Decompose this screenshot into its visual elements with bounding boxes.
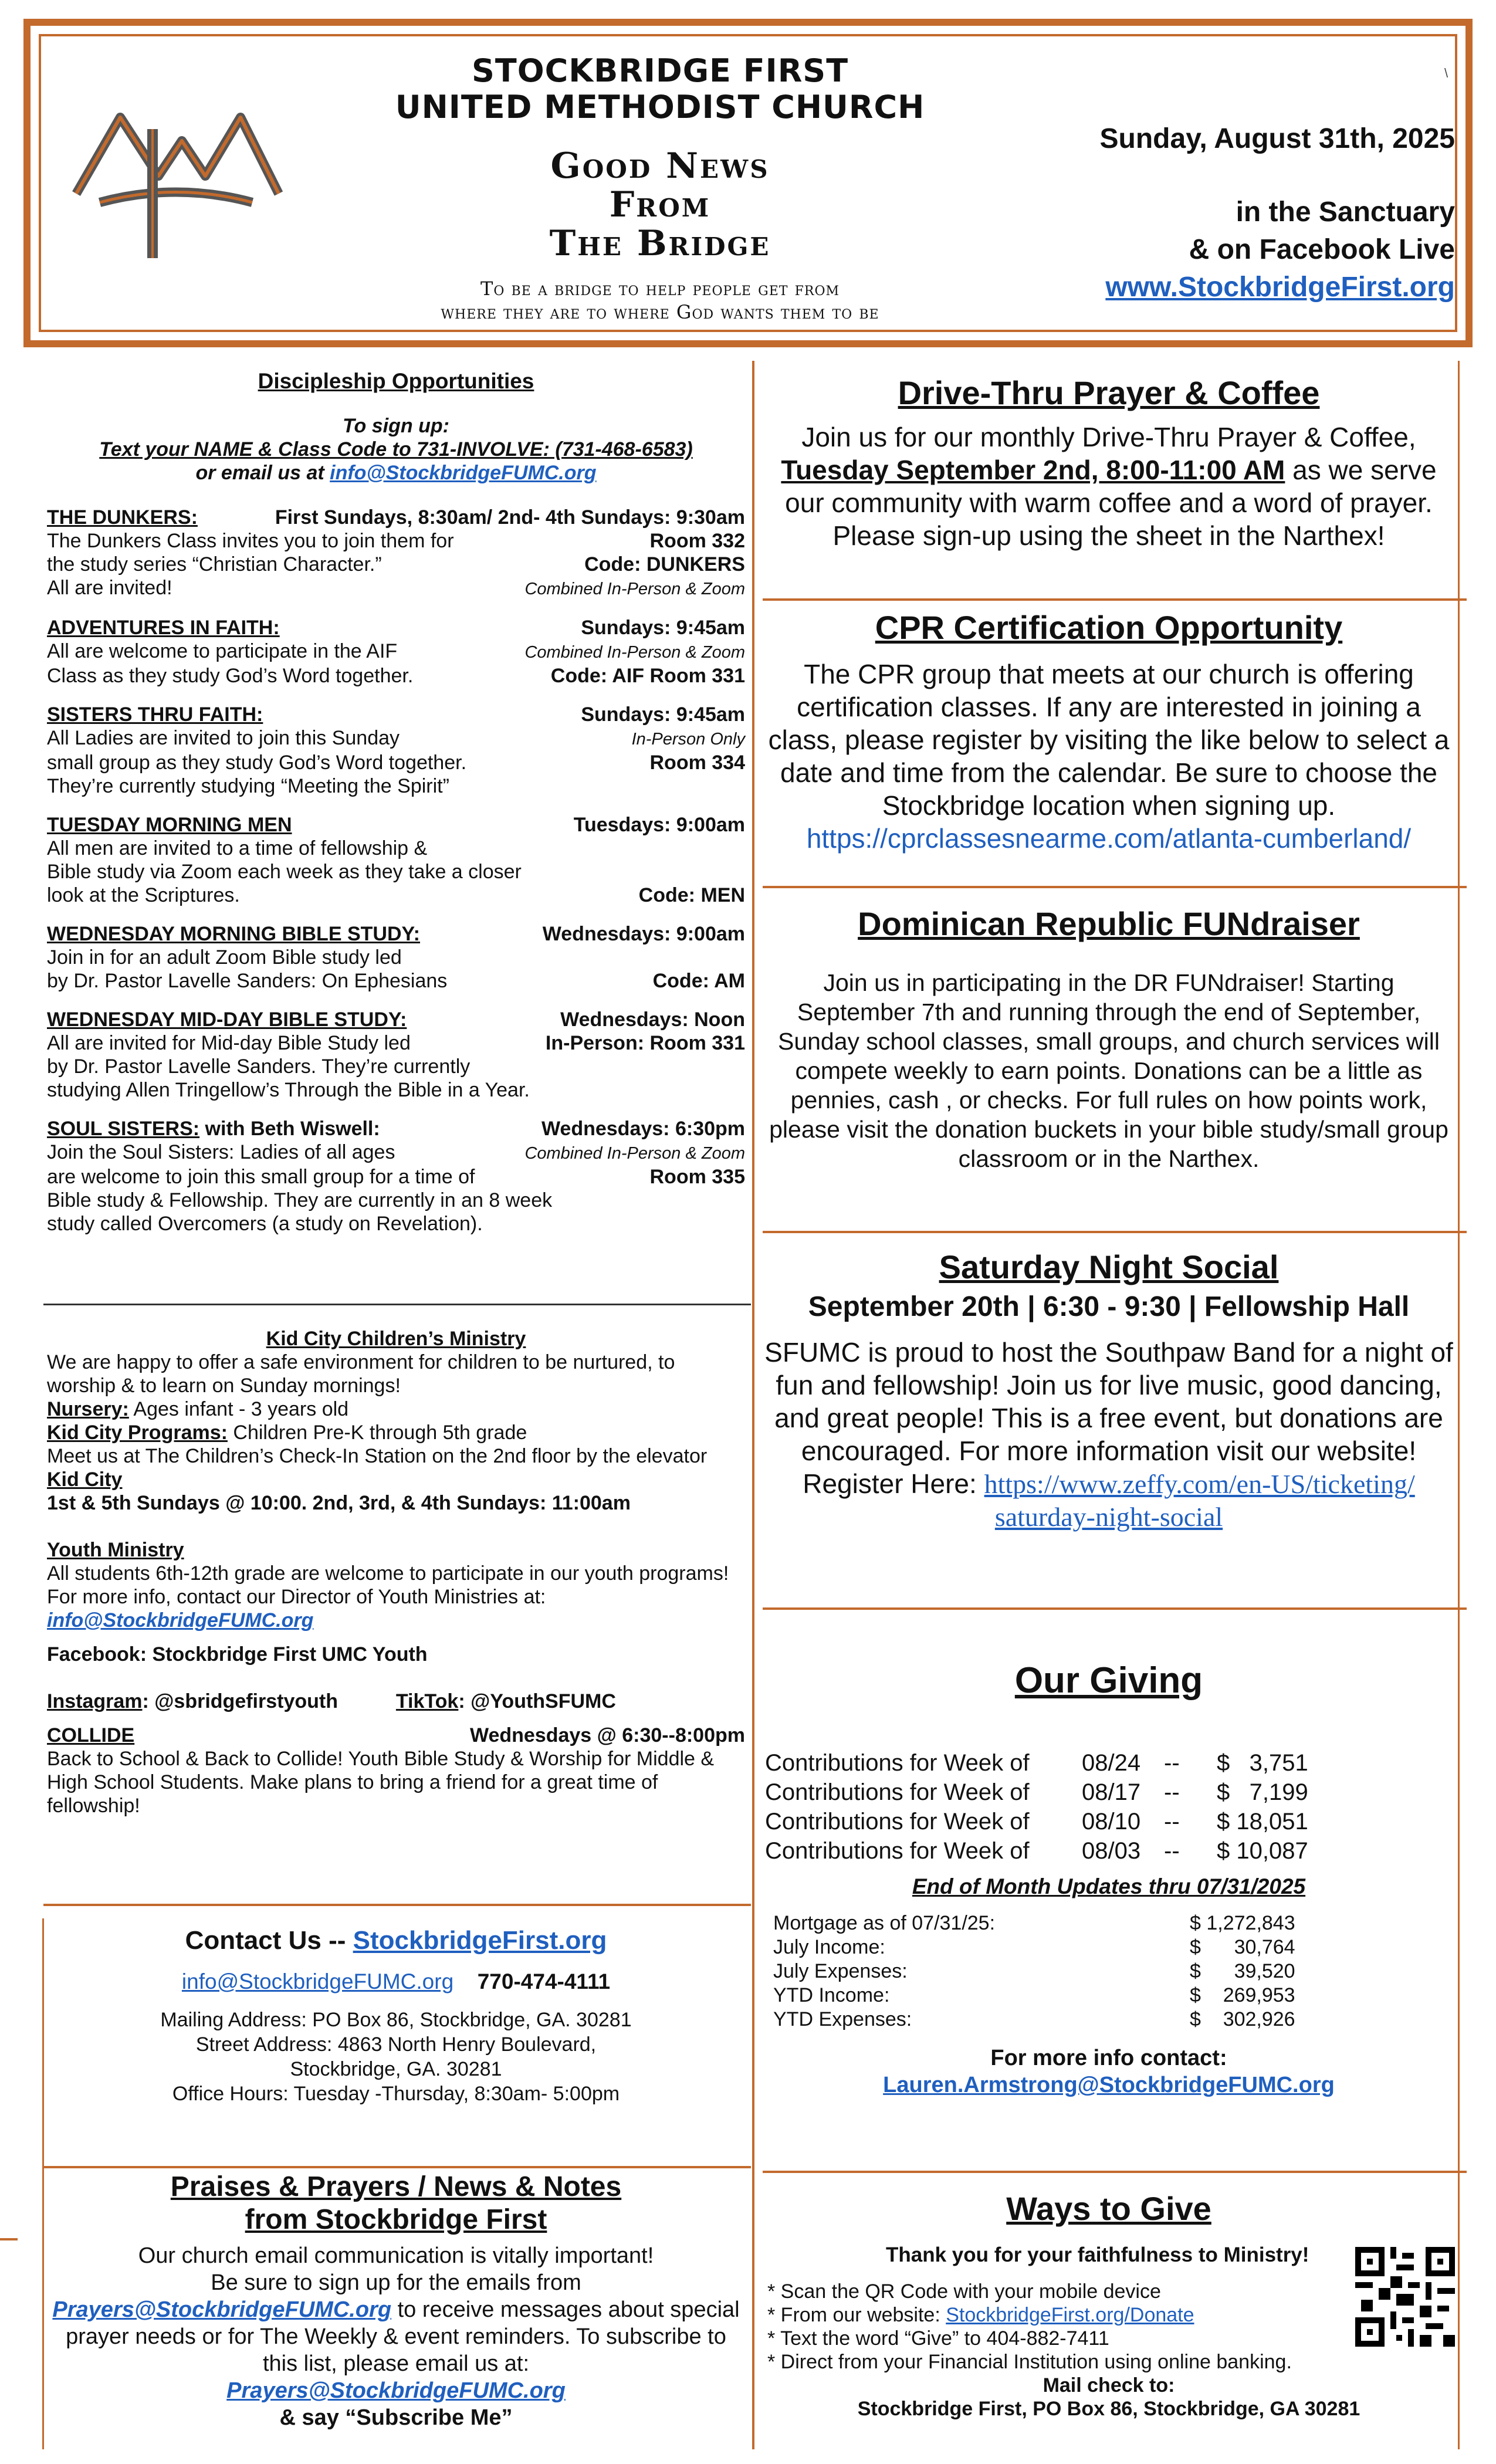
class-list [47,506,745,1236]
class-time: Sundays: 9:45am [581,617,745,639]
giving-week-row [763,1748,1455,1778]
ways-item-website-label: * From our website: [767,2304,940,2326]
class-line-text: All are invited for Mid-day Bible Study led [47,1032,411,1054]
qr-code-icon[interactable] [1355,2247,1455,2347]
signup-label: To sign up: [343,415,449,437]
youth-email-link[interactable]: info@StockbridgeFUMC.org [47,1609,314,1632]
class-header [47,616,745,639]
donate-link[interactable]: StockbridgeFirst.org/Donate [946,2304,1194,2326]
class-line [47,553,745,576]
ways-item-website [767,2303,1455,2327]
youth-line1: All students 6th-12th grade are welcome to participate in our youth programs! [47,1562,729,1585]
instagram-label: Instagram [47,1690,143,1712]
newsletter-title-line3: The Bridge [549,223,771,264]
office-hours: Office Hours: Tuesday -Thursday, 8:30am- 5:00pm [172,2083,620,2105]
meet-text: Meet us at The Children’s Check-In Station on the 2nd floor by the elevator [47,1445,708,1467]
class-line [47,576,745,601]
drive-thru-title: Drive-Thru Prayer & Coffee [898,374,1320,411]
giving-week-date: 08/03 [1082,1838,1141,1864]
class-header [47,506,745,529]
cpr-section [763,607,1455,855]
contact-title-prefix: Contact Us -- [185,1926,346,1955]
class-name [47,922,420,946]
praises-section [47,2171,745,2431]
class-line-detail: In-Person: Room 331 [545,1032,745,1054]
class-block [47,922,745,993]
ways-item-qr: * Scan the QR Code with your mobile device [767,2280,1161,2303]
cpr-link[interactable]: https://cprclassesnearme.com/atlanta-cumberland/ [806,823,1412,854]
class-line [47,726,745,751]
left-edge-line [42,1918,44,2449]
giving-week-amount: $ 10,087 [1217,1838,1308,1864]
class-line [47,639,745,664]
giving-week-label: Contributions for Week of [765,1838,1030,1864]
discipleship-title: Discipleship Opportunities [258,369,534,393]
class-line-detail: Code: AM [652,970,745,992]
ways-thanks: Thank you for your faithfulness to Ministry! [886,2243,1309,2266]
header-corner-mark: \ [1444,66,1448,80]
class-header [47,1117,745,1140]
class-line-detail: Code: AIF Room 331 [550,665,745,687]
social-section [763,1247,1455,1534]
youth-facebook: Facebook: Stockbridge First UMC Youth [47,1643,428,1666]
social-text: SFUMC is proud to host the Southpaw Band for a night of fun and fellowship! Join us for live music, good dancing, and great people! This is a free event, but donations are encouraged. For more information visit our website! [764,1337,1453,1466]
class-line-detail: Combined In-Person & Zoom [524,1144,745,1163]
class-line-text: Join in for an adult Zoom Bible study led [47,946,402,969]
contact-section [47,1924,745,2106]
giving-contact-email[interactable]: Lauren.Armstrong@StockbridgeFUMC.org [883,2073,1335,2097]
mail-check-label: Mail check to: [1043,2374,1175,2397]
class-line-detail: Combined In-Person & Zoom [524,580,745,598]
collide-text: Back to School & Back to Collide! Youth Bible Study & Worship for Middle & High School Students. Make plans to bring a friend for a great time of fellowship! [47,1748,715,1817]
social-register-label: Register Here: [803,1468,977,1499]
praises-body [47,2296,745,2377]
class-name [47,813,292,837]
cpr-title: CPR Certification Opportunity [875,609,1343,646]
class-name-text: SISTERS THRU FAITH: [47,703,263,726]
church-name-line2: UNITED METHODIST CHURCH [395,89,925,126]
month-update-label: YTD Income: [773,1984,890,2006]
youth-social-line [47,1690,745,1713]
class-name-text: SOUL SISTERS: [47,1118,200,1140]
class-line-detail: Room 335 [649,1166,745,1188]
class-line-text: are welcome to join this small group for a time of [47,1166,475,1188]
class-line [47,946,745,969]
class-name [47,703,263,726]
class-line [47,1189,745,1212]
contact-email-phone [47,1968,745,1996]
class-line-text: look at the Scriptures. [47,884,240,906]
kid-city-label: Kid City [47,1468,123,1491]
class-line-text: studying Allen Tringellow’s Through the Bible in a Year. [47,1079,530,1101]
kid-city-times: 1st & 5th Sundays @ 10:00. 2nd, 3rd, & 4th Sundays: 11:00am [47,1492,631,1514]
contact-email-link[interactable]: info@StockbridgeFUMC.org [181,1969,454,1993]
location-line1: in the Sanctuary [1236,197,1455,228]
kid-city-intro: We are happy to offer a safe environment for children to be nurtured, to worship & to learn on Sunday mornings! [47,1351,675,1397]
mission-line2: where they are to where God wants them to be [441,301,879,323]
giving-week-label: Contributions for Week of [765,1750,1030,1776]
class-block [47,703,745,798]
giving-week-sep: -- [1164,1809,1180,1835]
month-update-label: July Expenses: [773,1960,908,1982]
class-time: Wednesdays: Noon [560,1008,745,1031]
class-time: Tuesdays: 9:00am [573,814,745,836]
class-line-text: All are invited! [47,577,172,599]
divider-before-ways [763,2171,1467,2173]
class-line [47,529,745,553]
newsletter-title-line1: Good News [550,145,770,187]
month-update-row [763,1959,1455,1984]
class-header [47,703,745,726]
instagram-handle: : @sbridgefirstyouth [142,1690,338,1712]
class-time: Wednesdays: 6:30pm [541,1118,745,1140]
class-block [47,616,745,688]
class-block [47,1008,745,1102]
class-line [47,860,745,884]
ways-to-give-section [763,2188,1455,2421]
class-name [47,506,198,529]
mailing-address: Mailing Address: PO Box 86, Stockbridge, GA. 30281 [160,2009,632,2031]
contact-phone: 770-474-4111 [477,1969,611,1993]
contact-website-link[interactable]: StockbridgeFirst.org [353,1926,607,1955]
giving-week-label: Contributions for Week of [765,1779,1030,1805]
class-line-text: Bible study & Fellowship. They are currently in an 8 week [47,1189,553,1211]
giving-week-row [763,1836,1455,1866]
class-name-suffix: with Beth Wiswell: [205,1118,380,1140]
divider-before-contact [43,1904,751,1906]
month-update-row [763,2008,1455,2032]
class-line-detail: Code: DUNKERS [584,553,745,576]
class-line-text: The Dunkers Class invites you to join them for [47,530,454,552]
divider-after-dr [763,1231,1467,1233]
class-line-text: All Ladies are invited to join this Sunday [47,727,400,749]
mail-check-address: Stockbridge First, PO Box 86, Stockbridge, GA 30281 [857,2398,1360,2420]
praises-title-line1: Praises & Prayers / News & Notes [170,2171,622,2202]
class-line [47,969,745,993]
dr-fundraiser-title: Dominican Republic FUNdraiser [858,905,1360,942]
class-line [47,837,745,860]
praises-line3: to receive messages about special prayer needs or for The Weekly & event reminders. To subscribe to this list, please email us at: [66,2297,740,2376]
left-margin-tick [0,2238,18,2240]
nursery-label: Nursery: [47,1398,129,1420]
praises-line4: & say “Subscribe Me” [279,2405,513,2430]
class-line [47,1055,745,1078]
class-header [47,813,745,837]
drive-thru-body [763,421,1455,552]
street-address-line2: Stockbridge, GA. 30281 [290,2058,502,2080]
cpr-text: The CPR group that meets at our church is offering certification classes. If any are interested in joining a class, please register by visiting the like below to select a date and time from the calendar. Be sure to choose the Stockbridge location when signing up. [768,659,1450,821]
prayers-email-link[interactable]: Prayers@StockbridgeFUMC.org [52,2297,392,2322]
giving-section [763,1660,1455,2099]
class-time: Wednesdays: 9:00am [542,923,745,945]
month-update-label: YTD Expenses: [773,2008,912,2030]
ways-item-text: * Text the word “Give” to 404-882-7411 [767,2327,1109,2350]
location-line2: & on Facebook Live [1189,234,1455,265]
programs-text: Children Pre-K through 5th grade [233,1421,527,1444]
class-line-text: by Dr. Pastor Lavelle Sanders. They’re currently [47,1055,471,1078]
class-line [47,1031,745,1055]
class-line-text: study called Overcomers (a study on Revelation). [47,1213,483,1235]
collide-header [47,1724,745,1747]
social-register-line [763,1467,1455,1501]
giving-week-amount: $ 18,051 [1217,1809,1308,1835]
class-header [47,922,745,946]
month-update-label: July Income: [773,1936,885,1958]
class-line [47,774,745,798]
class-line-detail: Combined In-Person & Zoom [524,643,745,662]
month-update-title: End of Month Updates thru 07/31/2025 [912,1874,1306,1898]
giving-week-amount: $ 3,751 [1217,1750,1308,1776]
giving-week-amount: $ 7,199 [1217,1779,1308,1805]
class-line-text: Join the Soul Sisters: Ladies of all ages [47,1141,395,1163]
class-name-text: ADVENTURES IN FAITH: [47,617,280,639]
class-name [47,1117,380,1140]
social-register-link-cont[interactable]: saturday-night-social [994,1502,1223,1532]
month-update-row [763,1984,1455,2008]
programs-line [47,1421,745,1444]
collide-time: Wednesdays @ 6:30--8:00pm [469,1724,745,1747]
class-header [47,1008,745,1031]
class-line-text: They’re currently studying “Meeting the Spirit” [47,775,449,797]
newsletter-title-line2: From [609,184,711,225]
dr-fundraiser-section [763,903,1455,1173]
month-update-amount: $ 302,926 [1190,2008,1295,2030]
giving-title: Our Giving [1014,1660,1203,1701]
month-update-label: Mortgage as of 07/31/25: [773,1912,996,1934]
giving-week-date: 08/10 [1082,1809,1141,1835]
month-update-amount: $ 30,764 [1190,1936,1295,1958]
giving-week-sep: -- [1164,1750,1180,1776]
street-address-line1: Street Address: 4863 North Henry Boulevard, [195,2033,597,2056]
giving-week-sep: -- [1164,1779,1180,1805]
giving-contact-label: For more info contact: [990,2046,1227,2070]
praises-line1: Our church email communication is vitally important! [138,2243,654,2268]
class-line [47,884,745,907]
class-line-detail: Room 334 [649,752,745,774]
class-name [47,616,280,639]
collide-label: COLLIDE [47,1724,135,1747]
programs-label: Kid City Programs: [47,1421,228,1444]
praises-line2: Be sure to sign up for the emails from [211,2270,581,2295]
class-line [47,1140,745,1165]
drive-thru-section [763,373,1455,552]
ways-item-bank: * Direct from your Financial Institution using online banking. [767,2351,1292,2373]
giving-week-date: 08/24 [1082,1750,1141,1776]
website-link[interactable]: www.StockbridgeFirst.org [1105,272,1455,303]
class-block [47,506,745,601]
nursery-line [47,1397,745,1421]
class-line-detail: Room 332 [649,530,745,552]
class-block [47,1117,745,1236]
social-subtitle: September 20th | 6:30 - 9:30 | Fellowship Hall [808,1291,1410,1322]
divider-after-social [763,1607,1467,1610]
class-line [47,664,745,688]
class-line-detail: Code: MEN [638,884,745,906]
contact-title [47,1924,745,1957]
youth-title: Youth Ministry [47,1539,184,1561]
divider-after-classes [43,1304,751,1305]
class-name [47,1008,407,1031]
class-line-text: Class as they study God’s Word together. [47,665,414,687]
discipleship-section [47,370,745,1251]
right-edge-line [1458,361,1460,2449]
class-block [47,813,745,907]
column-divider [752,361,754,2449]
month-update-amount: $ 39,520 [1190,1960,1295,1982]
youth-line2: For more info, contact our Director of Youth Ministries at: [47,1586,546,1608]
social-register-link[interactable]: https://www.zeffy.com/en-US/ticketing/ [984,1469,1415,1499]
class-line [47,751,745,774]
dr-fundraiser-text: Join us in participating in the DR FUNdraiser! Starting September 7th and running through the end of September, Sunday school classes, small groups, and church services will compete weekly to earn points. Donations can be a little as pennies, cash , or checks. For full rules on how points work, please visit the donation buckets in your bible study/small group classroom or in the Narthex. [769,969,1448,1172]
signup-email-link[interactable]: info@StockbridgeFUMC.org [330,462,597,484]
praises-title-line2: from Stockbridge First [245,2204,547,2235]
divider-after-drive-thru [763,598,1467,601]
kid-city-section [47,1327,745,1817]
signup-email-prefix: or email us at [195,462,324,484]
class-time: First Sundays, 8:30am/ 2nd- 4th Sundays: 9:30am [275,506,745,529]
class-line-text: the study series “Christian Character.” [47,553,382,576]
month-update-amount: $ 1,272,843 [1190,1912,1295,1934]
bridge-logo-icon [65,94,287,270]
class-name-text: TUESDAY MORNING MEN [47,814,292,836]
giving-week-sep: -- [1164,1838,1180,1864]
giving-week-row [763,1778,1455,1807]
giving-weeks-table [763,1748,1455,1866]
month-update-row [763,1911,1455,1935]
month-update-amount: $ 269,953 [1190,1984,1295,2006]
class-name-text: WEDNESDAY MORNING BIBLE STUDY: [47,923,420,945]
class-line [47,1212,745,1236]
giving-week-date: 08/17 [1082,1779,1141,1805]
divider-after-cpr [763,886,1467,888]
signup-text-line: Text your NAME & Class Code to 731-INVOLVE: (731-468-6583) [99,438,693,461]
giving-week-label: Contributions for Week of [765,1809,1030,1835]
mission-line1: To be a bridge to help people get from [480,277,840,300]
giving-week-row [763,1807,1455,1836]
class-line-text: Bible study via Zoom each week as they take a closer [47,861,522,883]
prayers-email-link-2[interactable]: Prayers@StockbridgeFUMC.org [226,2378,566,2403]
class-name-text: WEDNESDAY MID-DAY BIBLE STUDY: [47,1008,407,1031]
class-line-text: All men are invited to a time of fellowship & [47,837,428,859]
month-update-row [763,1935,1455,1959]
drive-thru-text1: Join us for our monthly Drive-Thru Prayer & Coffee, [801,422,1416,452]
church-name-line1: STOCKBRIDGE FIRST [471,52,849,89]
tiktok-handle: : @YouthSFUMC [458,1690,616,1712]
service-date: Sunday, August 31th, 2025 [1099,123,1455,154]
ways-to-give-title: Ways to Give [1006,2190,1211,2227]
class-line [47,1165,745,1189]
class-line-text: All are welcome to participate in the AIF [47,640,398,662]
class-line-text: by Dr. Pastor Lavelle Sanders: On Ephesians [47,970,448,992]
tiktok-label: TikTok [395,1690,459,1712]
drive-thru-date: Tuesday September 2nd, 8:00-11:00 AM [781,455,1285,485]
social-title: Saturday Night Social [939,1248,1279,1285]
ways-list [763,2280,1455,2374]
class-line-detail: In-Person Only [631,730,745,749]
signup-email-line [47,461,745,485]
kid-city-title: Kid City Children’s Ministry [266,1328,526,1350]
month-updates-table [763,1911,1455,2032]
drive-thru-text2: as we serve our community with warm coffee and a word of prayer. Please sign-up using the sheet in the Narthex! [785,455,1437,551]
class-time: Sundays: 9:45am [581,703,745,726]
class-name-text: THE DUNKERS: [47,506,198,529]
class-line [47,1078,745,1102]
divider-before-praises [43,2166,751,2168]
class-line-text: small group as they study God’s Word together. [47,752,467,774]
nursery-text: Ages infant - 3 years old [133,1398,349,1420]
